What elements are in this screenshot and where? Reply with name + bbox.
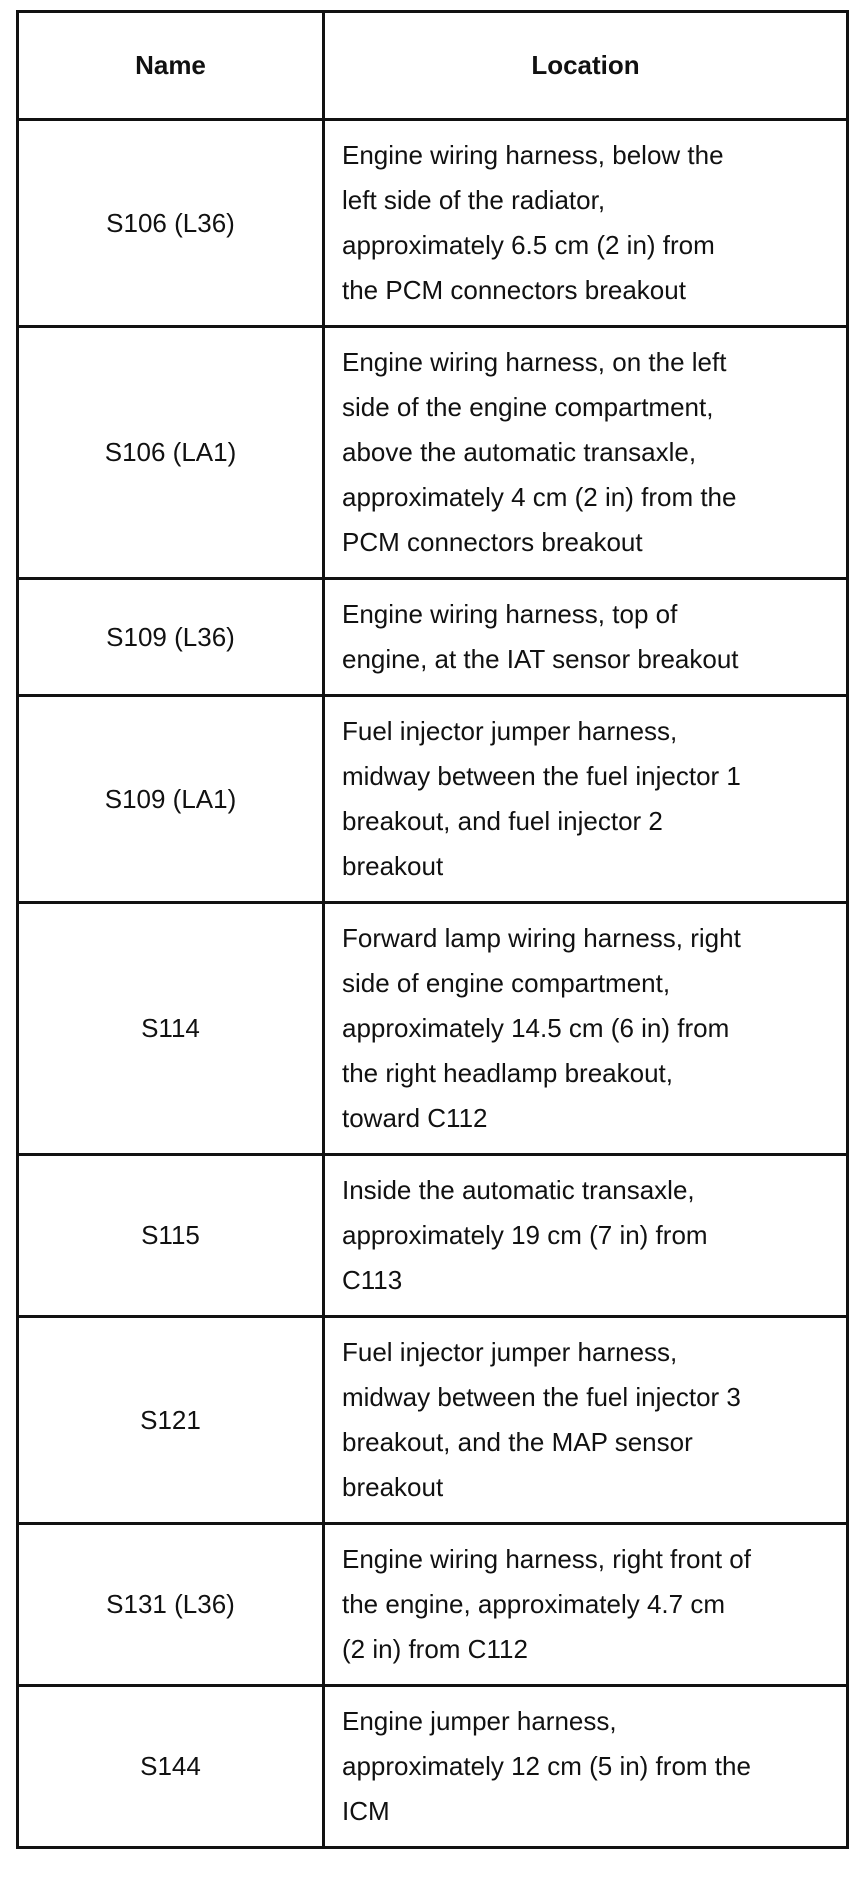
splice-name-cell: S106 (L36) xyxy=(18,120,324,327)
location-line: Engine wiring harness, top of xyxy=(342,599,678,629)
table-row xyxy=(18,1686,848,1848)
splice-location-cell xyxy=(324,1686,848,1848)
splice-name-cell: S131 (L36) xyxy=(18,1524,324,1686)
location-line: (2 in) from C112 xyxy=(342,1634,528,1664)
location-line: C113 xyxy=(342,1265,403,1295)
splice-location-cell xyxy=(324,579,848,696)
splice-location-cell xyxy=(324,1317,848,1524)
splice-name-cell: S106 (LA1) xyxy=(18,327,324,579)
location-line: breakout xyxy=(342,1472,444,1502)
column-header-name: Name xyxy=(18,12,324,120)
splice-name-cell: S115 xyxy=(18,1155,324,1317)
table-row xyxy=(18,1524,848,1686)
splice-location-cell xyxy=(324,903,848,1155)
location-line: breakout, and fuel injector 2 xyxy=(342,806,663,836)
table-header-row xyxy=(18,12,848,120)
table-row xyxy=(18,579,848,696)
location-line: Inside the automatic transaxle, xyxy=(342,1175,695,1205)
splice-name-cell: S109 (L36) xyxy=(18,579,324,696)
table-row xyxy=(18,327,848,579)
table-row xyxy=(18,1155,848,1317)
splice-location-cell xyxy=(324,696,848,903)
location-line: the engine, approximately 4.7 cm xyxy=(342,1589,725,1619)
splice-location-cell xyxy=(324,327,848,579)
splice-name-cell: S114 xyxy=(18,903,324,1155)
location-line: the PCM connectors breakout xyxy=(342,275,686,305)
location-line: approximately 12 cm (5 in) from the xyxy=(342,1751,751,1781)
table-row xyxy=(18,1317,848,1524)
splice-name-cell: S109 (LA1) xyxy=(18,696,324,903)
location-line: Forward lamp wiring harness, right xyxy=(342,923,741,953)
location-line: Engine wiring harness, below the xyxy=(342,140,724,170)
location-line: approximately 19 cm (7 in) from xyxy=(342,1220,708,1250)
location-line: Fuel injector jumper harness, xyxy=(342,716,678,746)
location-line: side of engine compartment, xyxy=(342,968,671,998)
location-line: side of the engine compartment, xyxy=(342,392,714,422)
location-line: Engine wiring harness, on the left xyxy=(342,347,727,377)
splice-name-cell: S144 xyxy=(140,1751,201,1781)
location-line: PCM connectors breakout xyxy=(342,527,643,557)
column-header-location: Location xyxy=(324,12,848,120)
location-line: midway between the fuel injector 1 xyxy=(342,761,741,791)
table-row xyxy=(18,903,848,1155)
location-line: toward C112 xyxy=(342,1103,488,1133)
table-row xyxy=(18,696,848,903)
location-line: breakout, and the MAP sensor xyxy=(342,1427,693,1457)
splice-location-cell xyxy=(324,1155,848,1317)
location-line: breakout xyxy=(342,851,444,881)
location-line: Fuel injector jumper harness, xyxy=(342,1337,678,1367)
splice-location-cell xyxy=(324,1524,848,1686)
table-row xyxy=(18,120,848,327)
location-line: engine, at the IAT sensor breakout xyxy=(342,644,739,674)
location-line: Engine wiring harness, right front of xyxy=(342,1544,751,1574)
splice-location-table xyxy=(16,10,849,1849)
location-line: midway between the fuel injector 3 xyxy=(342,1382,741,1412)
splice-name-cell: S121 xyxy=(18,1317,324,1524)
location-line: Engine jumper harness, xyxy=(342,1706,617,1736)
table-body xyxy=(18,120,848,1848)
location-line: approximately 14.5 cm (6 in) from xyxy=(342,1013,730,1043)
location-line: approximately 4 cm (2 in) from the xyxy=(342,482,737,512)
location-line: approximately 6.5 cm (2 in) from xyxy=(342,230,715,260)
location-line: left side of the radiator, xyxy=(342,185,606,215)
location-line: ICM xyxy=(342,1796,390,1826)
splice-location-cell xyxy=(324,120,848,327)
location-line: above the automatic transaxle, xyxy=(342,437,697,467)
location-line: the right headlamp breakout, xyxy=(342,1058,673,1088)
